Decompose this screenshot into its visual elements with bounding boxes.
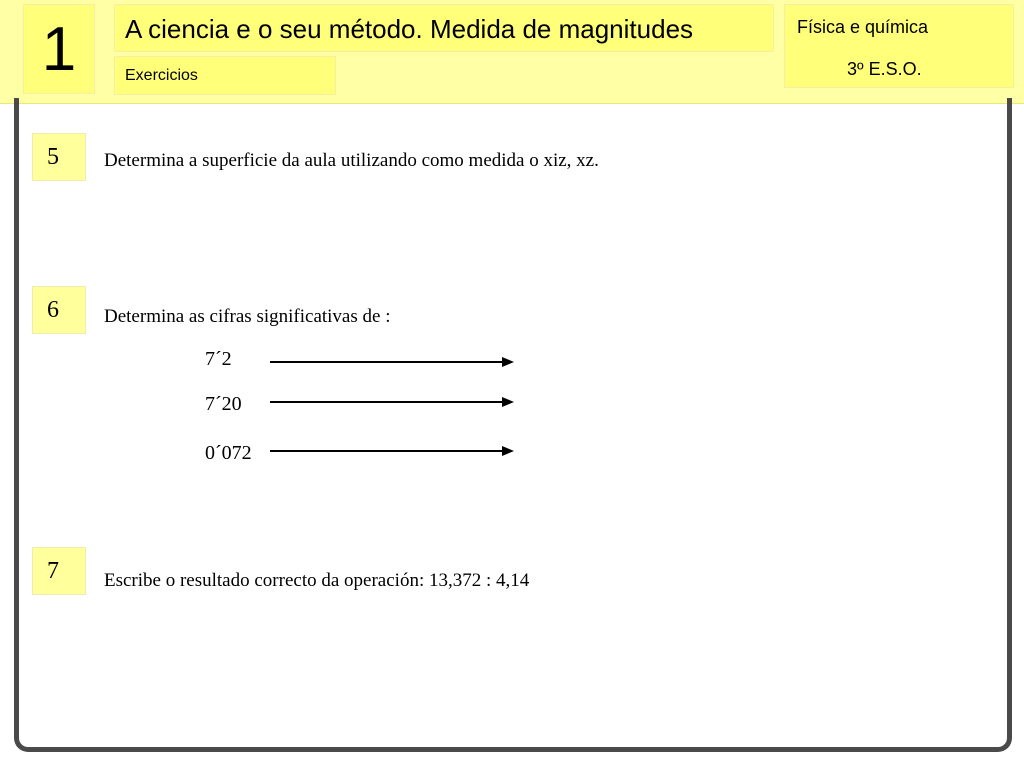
exercise-text-5: Determina a superficie da aula utilizando como medida o xiz, xz.: [104, 150, 599, 171]
exercise-text-6: Determina as cifras significativas de :: [104, 306, 391, 327]
page-title: A ciencia e o seu método. Medida de magnitudes: [125, 14, 694, 44]
value-1: 7´2: [205, 348, 232, 370]
chapter-number: 1: [24, 5, 94, 93]
arrow-right-icon: [270, 445, 514, 457]
value-3: 0´072: [205, 442, 252, 464]
exercise-text-7: Escribe o resultado correcto da operación: 13,372 : 4,14: [104, 570, 530, 591]
arrow-right-icon: [270, 356, 514, 368]
arrow-right-icon: [270, 396, 514, 408]
page-subtitle: Exercicios: [125, 67, 198, 84]
exercise-number-7: 7: [33, 548, 85, 594]
subtitle-box: [115, 57, 335, 94]
exercise-number-5: 5: [33, 134, 85, 180]
subject-box: [785, 5, 1013, 87]
value-2: 7´20: [205, 393, 242, 415]
content-frame: [14, 98, 1012, 752]
exercise-number-6: 6: [33, 287, 85, 333]
subject-name: Física e química: [797, 17, 929, 37]
title-box: [115, 5, 773, 51]
course-level: 3º E.S.O.: [847, 59, 922, 79]
header-band: [0, 0, 1024, 104]
